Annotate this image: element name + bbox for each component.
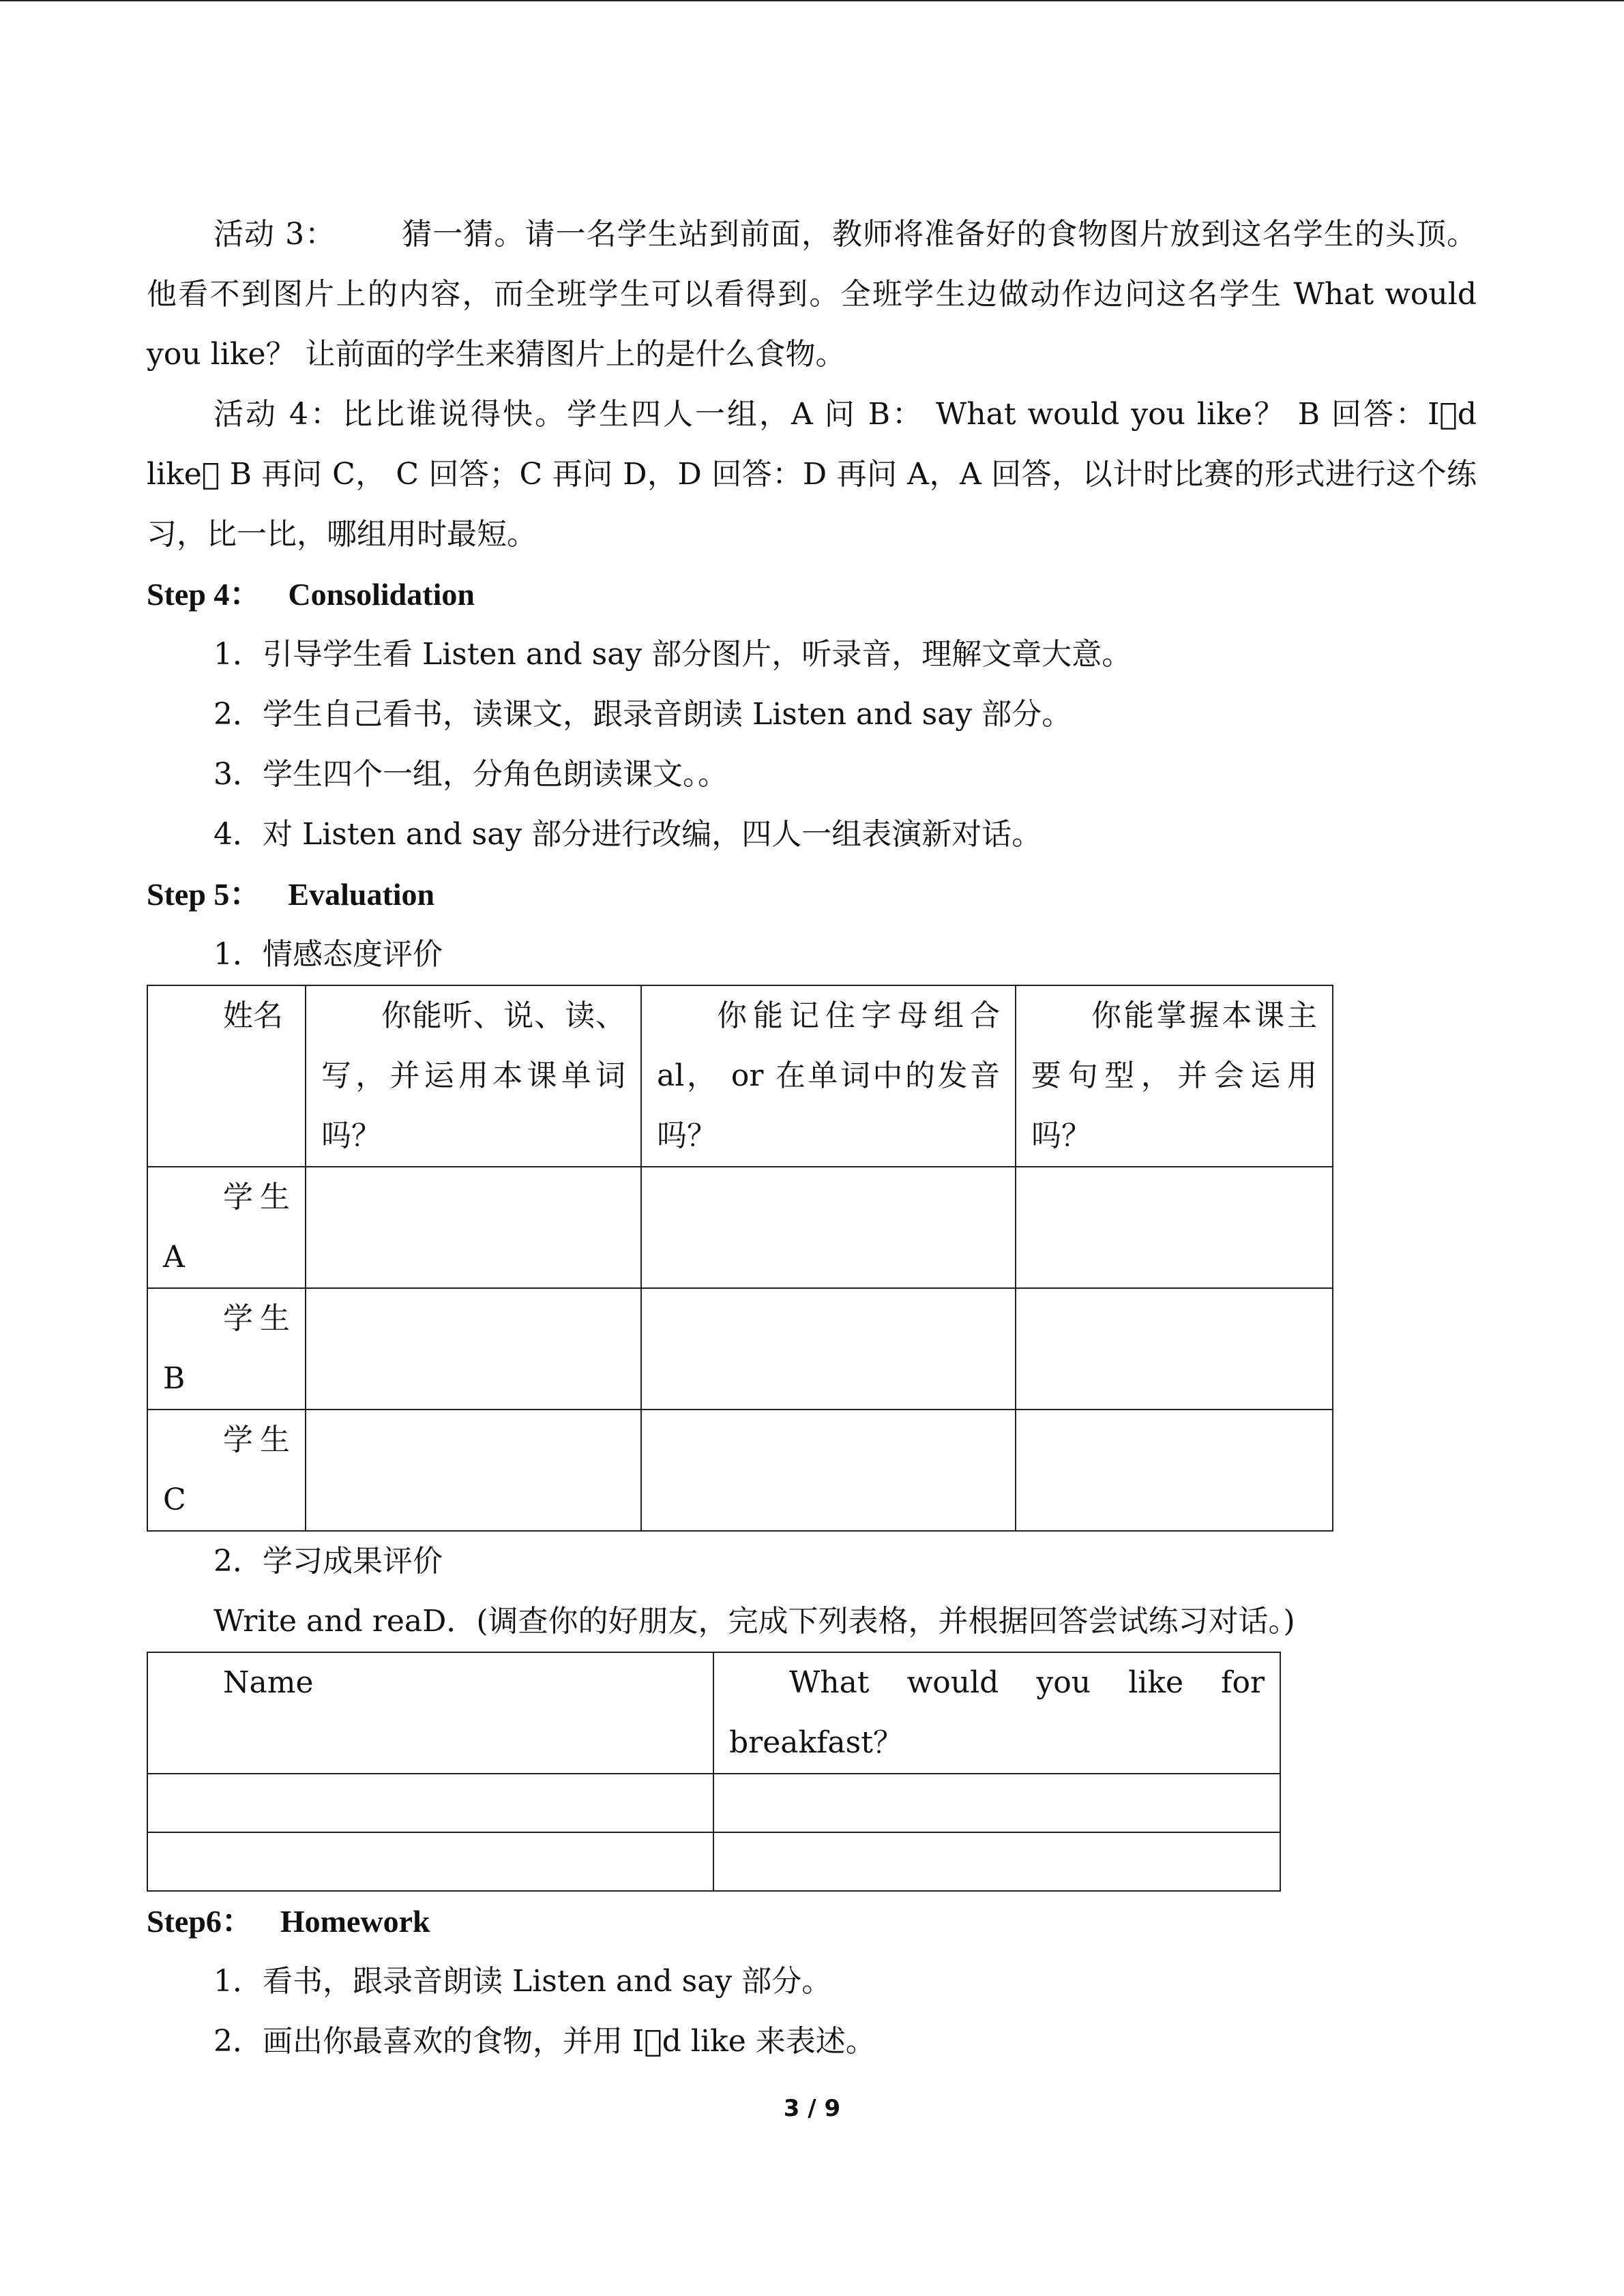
step-4-item-4: 4．对 Listen and say 部分进行改编，四人一组表演新对话。 <box>213 817 1042 852</box>
row-label-student-b: 学生 B <box>147 1288 306 1410</box>
step-4-heading <box>147 565 1477 625</box>
table-cell <box>306 1288 641 1410</box>
survey-header-row <box>147 1652 1280 1774</box>
table-cell <box>1016 1167 1333 1288</box>
table-row <box>147 1410 1333 1531</box>
table-cell <box>1016 1288 1333 1410</box>
step-6-item-2: 2．画出你最喜欢的食物，并用 I d like 来表述。 <box>213 2024 876 2059</box>
step-5-title: Evaluation <box>288 877 435 912</box>
survey-table <box>147 1652 1281 1892</box>
page-number: 3 / 9 <box>783 2095 841 2122</box>
evaluation-subheading-1: 1．情感态度评价 <box>213 937 443 972</box>
table-cell <box>306 1410 641 1531</box>
table-cell <box>1016 1410 1333 1531</box>
row-label-student-c: 学生 C <box>147 1410 306 1531</box>
table-row <box>147 1774 1280 1832</box>
activity-4-paragraph: 活动 4：比比谁说得快。学生四人一组，A 问 B： What would you like？ B 回答：I d like  B 再问 C， C 回答；C 再问 D，D 回答：D 再问 A，A 回答，以计时比赛的形式进行这个练习，比一比，哪组用时最短。 <box>147 397 1477 552</box>
header-cell-sentences: 你能掌握本课主要句型，并会运用吗？ <box>1016 985 1333 1167</box>
activity-3-paragraph <box>147 205 1477 385</box>
row-label-student-a: 学生 A <box>147 1167 306 1288</box>
step-5-label: Step 5： <box>147 877 261 912</box>
header-cell-words: 你能听、说、读、写，并运用本课单词吗？ <box>306 985 641 1167</box>
step-6-heading <box>147 1892 1477 1952</box>
step-4-item-3: 3．学生四个一组，分角色朗读课文。。 <box>213 757 728 792</box>
evaluation-subheading-2: 2．学习成果评价 <box>213 1544 443 1579</box>
survey-header-breakfast: What would you like for breakfast？ <box>713 1652 1280 1774</box>
step-4-item-1: 1．引导学生看 Listen and say 部分图片，听录音，理解文章大意。 <box>213 637 1132 672</box>
step-6-item-1: 1．看书，跟录音朗读 Listen and say 部分。 <box>213 1964 832 1999</box>
table-cell <box>713 1774 1280 1832</box>
header-cell-name: 姓名 <box>147 985 306 1167</box>
activity-3-label: 活动 3： <box>213 217 336 252</box>
step-4-item-2: 2．学生自己看书，读课文，跟录音朗读 Listen and say 部分。 <box>213 697 1072 732</box>
table-cell <box>147 1832 713 1891</box>
write-and-read-instruction: Write and reaD．(调查你的好朋友，完成下列表格，并根据回答尝试练习对话。) <box>213 1604 1295 1639</box>
header-cell-sounds: 你能记住字母组合 al， or 在单词中的发音吗？ <box>641 985 1016 1167</box>
table-cell <box>641 1288 1016 1410</box>
step-4-title: Consolidation <box>288 577 475 612</box>
step-5-heading <box>147 865 1477 925</box>
table-row <box>147 1288 1333 1410</box>
top-border-line <box>0 0 1624 1</box>
survey-header-name: Name <box>147 1652 713 1774</box>
attitude-evaluation-table <box>147 985 1333 1532</box>
step-6-title: Homework <box>280 1904 430 1939</box>
activity-3-text: 猜一猜。请一名学生站到前面，教师将准备好的食物图片放到这名学生的头顶。他看不到图片上的内容，而全班学生可以看得到。全班学生边做动作边问这名学生 What would you like？ 让前面的学生来猜图片上的是什么食物。 <box>147 217 1477 372</box>
table-cell <box>641 1167 1016 1288</box>
table-cell <box>713 1832 1280 1891</box>
table-cell <box>306 1167 641 1288</box>
step-4-label: Step 4： <box>147 577 261 612</box>
step-6-label: Step6： <box>147 1904 253 1939</box>
table-cell <box>641 1410 1016 1531</box>
table-cell <box>147 1774 713 1832</box>
table-header-row <box>147 985 1333 1167</box>
table-row <box>147 1832 1280 1891</box>
table-row <box>147 1167 1333 1288</box>
document-body <box>147 205 1477 2072</box>
